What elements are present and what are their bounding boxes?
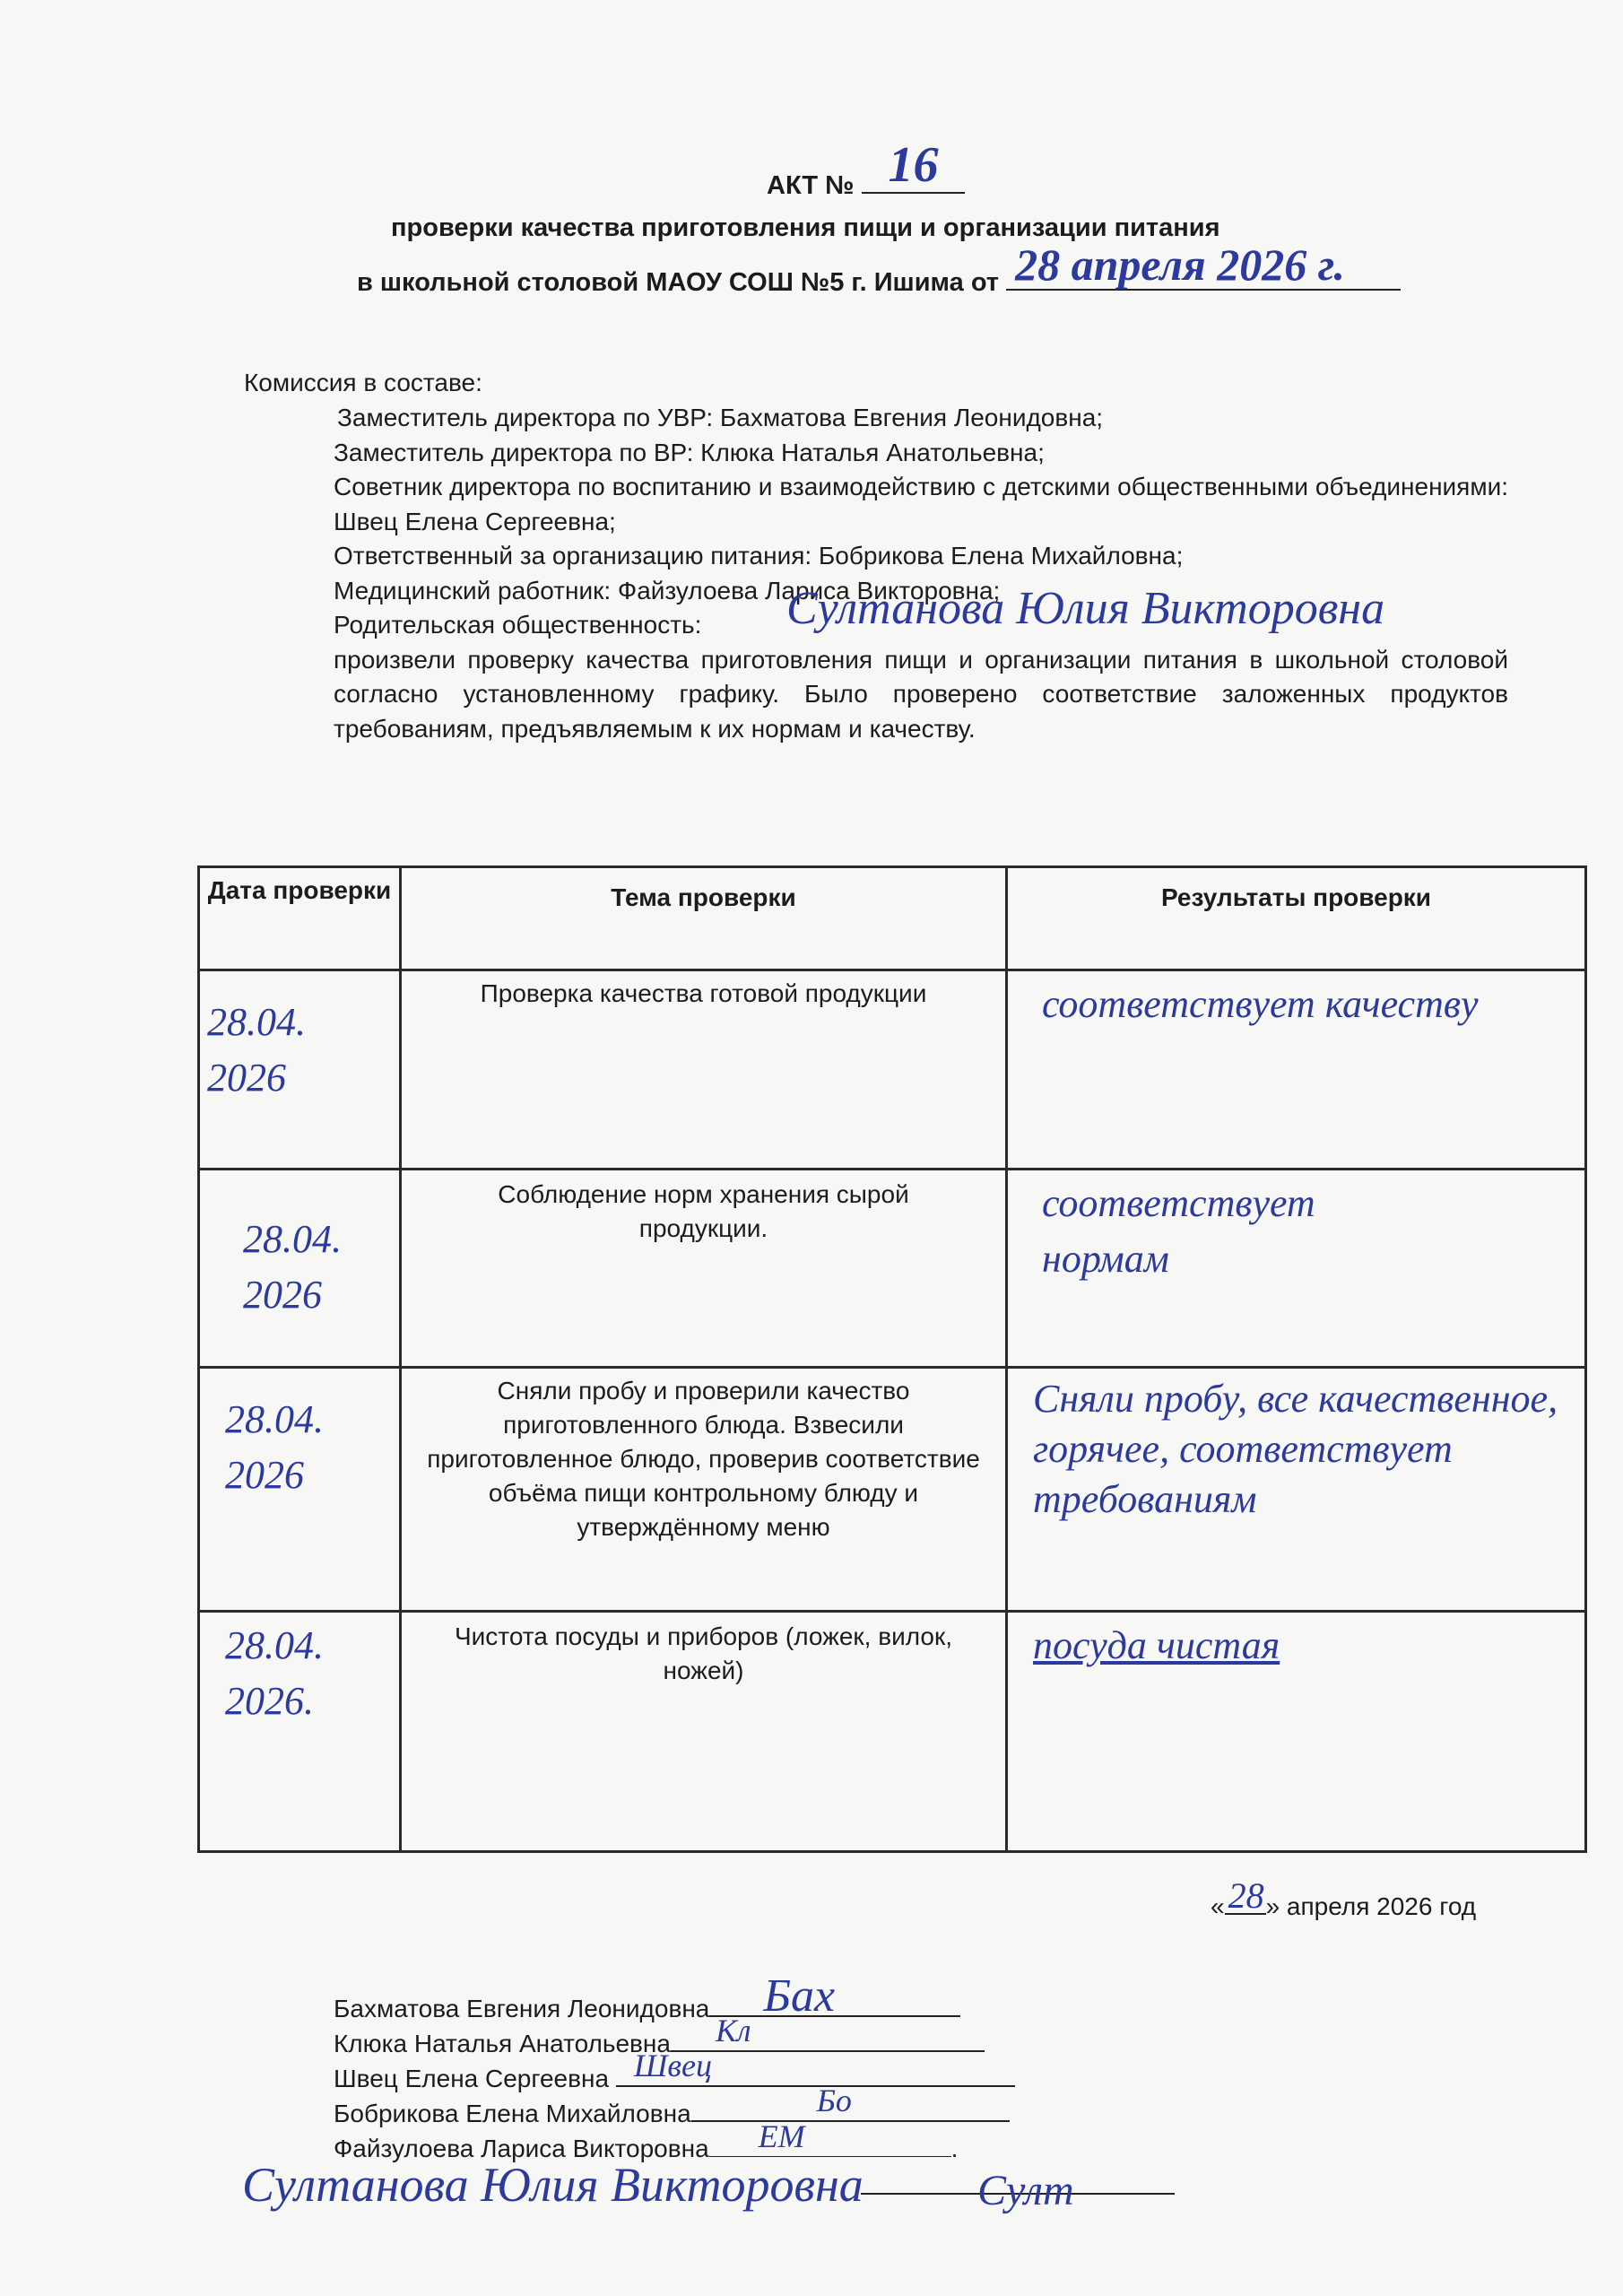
- signatory-name: Файзулоева Лариса Викторовна: [334, 2135, 709, 2162]
- row-date: 28.04. 2026: [225, 1397, 324, 1497]
- commission-intro: Комиссия в составе:: [244, 369, 482, 396]
- act-date: 28 апреля 2026 г.: [1015, 239, 1346, 290]
- row-result: соответствует нормам: [1042, 1181, 1315, 1281]
- row-topic: Проверка качества готовой продукции: [401, 970, 1007, 1170]
- col-date: Дата проверки: [199, 867, 401, 970]
- row-result: посуда чистая: [1033, 1623, 1280, 1667]
- signatory: [334, 2083, 1015, 2131]
- table-row: [199, 1170, 1586, 1368]
- signatures: [334, 1970, 1015, 2166]
- signature-line: [616, 2048, 1015, 2087]
- date-open-quote: «: [1211, 1892, 1225, 1920]
- member-line: Советник директора по воспитанию и взаимодействию с детскими общественными объединениями: Швец Елена Сергеевна;: [334, 473, 1508, 535]
- act-number: 16: [888, 137, 939, 193]
- signature-line: [671, 2013, 985, 2052]
- signature: Бо: [816, 2083, 852, 2118]
- row-result: Сняли пробу, все качественное, горячее, соответствует требованиям: [1033, 1377, 1558, 1521]
- signature: Швец: [633, 2048, 712, 2083]
- parent-signature-line: [242, 2157, 1175, 2214]
- act-number-field: [862, 137, 965, 194]
- row-topic: Сняли пробу и проверили качество приготовленного блюда. Взвесили приготовленное блюдо, проверив соответствие объёма пищи контрольному блюду и утверждённому меню: [401, 1368, 1007, 1612]
- day-field: [1225, 1875, 1266, 1916]
- signatory: Файзулоева Лариса Викторовна ЕМ .: [334, 2118, 959, 2162]
- signature-line: [691, 2083, 1010, 2122]
- row-date: 28.04. 2026.: [225, 1623, 324, 1723]
- table-header-row: [199, 867, 1586, 970]
- signatory-name: Бобрикова Елена Михайловна: [334, 2100, 691, 2127]
- row-date: 28.04. 2026: [243, 1217, 342, 1317]
- row-date: 28.04. 2026: [207, 1000, 306, 1100]
- signatory: [334, 2048, 1015, 2096]
- table-row: [199, 970, 1586, 1170]
- row-topic: Соблюдение норм хранения сырой продукции.: [401, 1170, 1007, 1368]
- footer-date: [1211, 1875, 1477, 1924]
- member-line: Заместитель директора по УВР: Бахматова Евгения Леонидовна;: [337, 404, 1104, 431]
- signature-line: [709, 2118, 951, 2157]
- member-line: Ответственный за организацию питания: Бобрикова Елена Михайловна;: [334, 542, 1184, 570]
- act-title: [767, 137, 965, 201]
- parent-signature: Султ: [977, 2167, 1074, 2214]
- signature: ЕМ: [758, 2118, 805, 2154]
- title-line-3-text: в школьной столовой МАОУ СОШ №5 г. Ишима от: [357, 268, 1000, 297]
- inspection-table: [197, 865, 1587, 1853]
- member-line: Заместитель директора по ВР: Клюка Наталья Анатольевна;: [334, 438, 1045, 466]
- title-line-3: [357, 239, 1401, 298]
- col-topic: Тема проверки: [401, 867, 1007, 970]
- row-topic: Чистота посуды и приборов (ложек, вилок, ножей): [401, 1612, 1007, 1852]
- table-row: [199, 1612, 1586, 1852]
- signature: Кл: [715, 2013, 751, 2048]
- row-result: соответствует качеству: [1042, 982, 1479, 1026]
- parent-name-handwritten-footer: Султанова Юлия Викторовна: [242, 2158, 864, 2212]
- act-label: АКТ №: [767, 171, 855, 200]
- parent-name-handwritten: Султанова Юлия Викторовна: [786, 583, 1385, 634]
- day-handwritten: 28: [1228, 1875, 1264, 1916]
- act-date-field: [1006, 239, 1401, 291]
- signatory-name: Клюка Наталья Анатольевна: [334, 2030, 671, 2057]
- table-row: [199, 1368, 1586, 1612]
- col-result: Результаты проверки: [1007, 867, 1586, 970]
- parent-label: Родительская общественность:: [334, 611, 702, 639]
- commission-members: [334, 401, 1508, 746]
- signatory-name: Бахматова Евгения Леонидовна: [334, 1995, 710, 2022]
- member-line: Медицинский работник: Файзулоева Лариса Викторовна;: [334, 576, 1001, 604]
- title-line-2: проверки качества приготовления пищи и организации питания: [391, 213, 1220, 242]
- signatory-name: Швец Елена Сергеевна: [334, 2065, 610, 2092]
- signature: Бах: [763, 1970, 836, 2022]
- date-rest: » апреля 2026 год: [1265, 1892, 1477, 1920]
- statement: произвели проверку качества приготовления пищи и организации питания в школьной столовой согласно установленному графику. Было проверено соответствие заложенных продуктов требованиям, предъявляемым к их нормам и качеству.: [334, 645, 1508, 743]
- signatory: [334, 1970, 1015, 2026]
